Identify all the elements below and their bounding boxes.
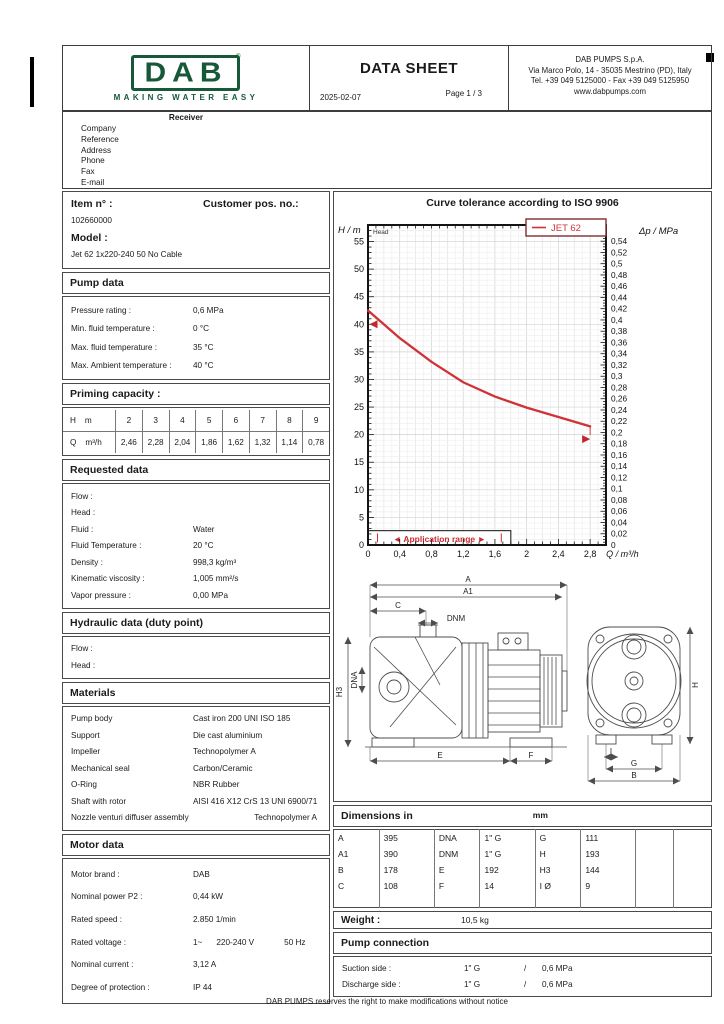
chart-title: Curve tolerance according to ISO 9906 — [426, 197, 619, 209]
svg-text:55: 55 — [353, 236, 364, 247]
dimension-value: 395 — [379, 830, 434, 847]
dab-logo-tagline: MAKING WATER EASY — [113, 92, 259, 102]
row-label: Fluid Temperature : — [71, 541, 142, 551]
svg-text:2,4: 2,4 — [552, 549, 565, 559]
right-axis-title: Δp / MPa — [639, 226, 679, 237]
data-row — [63, 931, 329, 954]
company-website: www.dabpumps.com — [574, 86, 646, 96]
dimension-value: 9 — [581, 878, 636, 894]
dimensions-section — [333, 805, 712, 908]
pump-connection-title: Pump connection — [333, 932, 712, 954]
right-axis-tick-label: 0,06 — [611, 506, 628, 517]
right-axis-tick-label: 0,04 — [611, 517, 628, 528]
dimension-value: 14 — [480, 878, 535, 894]
dimension-label: C — [395, 601, 401, 610]
right-axis-tick-label: 0,14 — [611, 461, 628, 472]
data-row — [63, 711, 329, 728]
dimensions-row — [334, 846, 712, 862]
svg-text:1,6: 1,6 — [488, 549, 502, 559]
row-label: Pressure rating : — [71, 305, 132, 315]
empty-cell — [674, 862, 712, 878]
empty-cell — [674, 830, 712, 847]
dimension-label: H3 — [335, 686, 344, 698]
priming-h-label: H m — [70, 416, 92, 425]
row-label: Head : — [71, 508, 96, 518]
dimension-label: A1 — [338, 849, 349, 859]
dimensions-unit: mm — [532, 810, 548, 820]
left-range-arrow-icon — [370, 320, 378, 328]
dimension-label: A1 — [463, 587, 473, 596]
priming-body — [62, 407, 330, 456]
pump-connection-body — [333, 956, 712, 997]
row-value: Technopolymer A — [193, 747, 256, 757]
dimension-label: DNM — [446, 614, 466, 623]
empty-cell — [674, 894, 712, 908]
right-axis-tick-label: 0,26 — [611, 393, 628, 404]
footer-note: DAB PUMPS reserves the right to make modifications without notice — [266, 997, 508, 1006]
dab-logo — [114, 55, 259, 102]
row-label: Degree of protection : — [71, 982, 150, 992]
row-value: 3,12 A — [193, 960, 217, 970]
svg-text:20: 20 — [353, 429, 364, 440]
right-axis-tick-label: 0,16 — [611, 449, 628, 460]
row-value: 35 °C — [193, 342, 214, 352]
data-row — [63, 587, 329, 604]
application-range-label: ◄ Application range ► — [392, 534, 486, 545]
dimension-value: 193 — [581, 846, 636, 862]
curve-and-drawing-box — [333, 191, 712, 802]
receiver-field-label: Reference — [81, 134, 119, 144]
row-label: Shaft with rotor — [71, 796, 127, 806]
connection-label: Suction side : — [342, 964, 392, 974]
left-crop-mark — [30, 57, 34, 107]
row-value: Water — [193, 524, 215, 534]
dimension-value: 144 — [581, 862, 636, 878]
row-label: Nozzle venturi diffuser assembly — [71, 813, 189, 823]
svg-text:10: 10 — [353, 484, 364, 495]
dimensions-row — [334, 878, 712, 894]
data-row — [63, 793, 329, 810]
data-row — [63, 886, 329, 909]
hydraulic-data-section — [62, 612, 330, 679]
legend-series-label: JET 62 — [551, 223, 581, 234]
row-value: Die cast aluminium — [193, 730, 263, 740]
dimension-label: G — [535, 830, 581, 847]
hydraulic-data-title: Hydraulic data (duty point) — [62, 612, 330, 634]
dimension-label: A — [465, 575, 471, 584]
legend — [526, 219, 606, 236]
right-axis-tick-label: 0,28 — [611, 382, 628, 393]
priming-h-value: 5 — [195, 410, 222, 431]
connection-separator: / — [524, 979, 527, 989]
data-row — [63, 338, 329, 357]
data-row — [63, 744, 329, 761]
connection-pressure: 0,6 MPa — [542, 979, 573, 989]
weight-row — [333, 911, 712, 929]
item-number-value: 102660000 — [71, 216, 112, 225]
empty-cell — [636, 894, 674, 908]
empty-cell — [636, 830, 674, 847]
data-row — [63, 571, 329, 588]
motor-data-title: Motor data — [62, 834, 330, 856]
svg-text:5: 5 — [358, 512, 364, 523]
dimensions-row — [334, 830, 712, 847]
dimension-label: B — [631, 771, 637, 780]
company-address: Via Marco Polo, 14 - 35035 Mestrino (PD), Italy — [528, 65, 692, 75]
right-axis-tick-label: 0,4 — [611, 314, 623, 325]
dimensions-empty-row — [334, 894, 712, 908]
dimension-value: 111 — [581, 830, 636, 847]
dab-logo-box — [131, 55, 240, 91]
row-label: Nominal current : — [71, 960, 134, 970]
svg-text:1,2: 1,2 — [456, 549, 470, 559]
priming-q-value: 2,46 — [115, 431, 142, 453]
svg-text:25: 25 — [353, 402, 364, 413]
data-row — [63, 810, 329, 827]
left-axis-title: H / m — [338, 225, 361, 236]
row-label: Max. fluid temperature : — [71, 342, 158, 352]
x-axis-title: Q / m³/h — [606, 549, 639, 559]
data-row — [63, 320, 329, 339]
connection-label: Discharge side : — [342, 979, 401, 989]
row-value: 1,005 mm²/s — [193, 574, 239, 584]
item-box — [62, 191, 330, 269]
item-number-label: Item n° : — [71, 198, 113, 210]
row-label: O-Ring — [71, 780, 97, 790]
data-row — [63, 301, 329, 320]
svg-text:35: 35 — [353, 346, 364, 357]
right-axis-tick-label: 0,08 — [611, 494, 628, 505]
row-label: Mechanical seal — [71, 763, 130, 773]
priming-h-value: 4 — [169, 410, 196, 431]
row-label: Support — [71, 730, 100, 740]
weight-value: 10,5 kg — [461, 915, 489, 925]
pump-connection-section — [333, 932, 712, 997]
receiver-field-label: Fax — [81, 167, 95, 177]
data-row — [63, 863, 329, 886]
materials-section — [62, 682, 330, 832]
company-info — [509, 46, 711, 110]
empty-cell — [480, 894, 535, 908]
priming-q-value: 1,86 — [195, 431, 222, 453]
row-value: NBR Rubber — [193, 780, 240, 790]
axis-tick-labels — [354, 237, 596, 559]
right-column — [333, 191, 712, 1007]
priming-q-value: 1,32 — [249, 431, 276, 453]
requested-data-title: Requested data — [62, 459, 330, 481]
dimension-value: 390 — [379, 846, 434, 862]
right-axis-tick-label: 0,18 — [611, 438, 628, 449]
row-value: AISI 416 X12 CrS 13 UNI 6900/71 — [193, 796, 318, 806]
right-axis-tick-label: 0,02 — [611, 528, 628, 539]
dimension-label: F — [528, 751, 534, 760]
pump-data-section — [62, 272, 330, 380]
priming-section — [62, 383, 330, 456]
empty-cell — [636, 878, 674, 894]
hydraulic-data-body — [62, 636, 330, 679]
empty-cell — [581, 894, 636, 908]
svg-text:30: 30 — [353, 374, 364, 385]
dimension-label: H3 — [535, 862, 581, 878]
empty-cell — [636, 846, 674, 862]
row-value: 0,00 MPa — [193, 590, 229, 600]
data-row — [63, 357, 329, 376]
right-axis-tick-label: 0,32 — [611, 359, 628, 370]
row-label: Max. Ambient temperature : — [71, 361, 172, 371]
row-value: 0,6 MPa — [193, 305, 224, 315]
svg-text:0,8: 0,8 — [425, 549, 438, 559]
priming-q-value: 2,04 — [169, 431, 196, 453]
motor-data-section — [62, 834, 330, 1004]
right-axis-tick-label: 0,22 — [611, 416, 628, 427]
svg-text:40: 40 — [353, 319, 364, 330]
dimension-label: F — [434, 878, 480, 894]
svg-text:15: 15 — [353, 457, 364, 468]
pump-dimension-drawing — [334, 571, 710, 801]
priming-title: Priming capacity : — [62, 383, 330, 405]
dimension-label: I — [609, 747, 613, 756]
right-axis-tick-label: 0,34 — [611, 348, 628, 359]
svg-text:0: 0 — [358, 540, 364, 550]
model-value: Jet 62 1x220-240 50 No Cable — [71, 250, 183, 259]
dimension-value: 108 — [379, 878, 434, 894]
svg-text:0,4: 0,4 — [393, 549, 406, 559]
title-cell — [310, 46, 509, 110]
row-label: Head : — [71, 660, 96, 670]
row-value: 40 °C — [193, 361, 214, 371]
dimension-value: 178 — [379, 862, 434, 878]
row-label: Kinematic viscosity : — [71, 574, 145, 584]
row-value: 998,3 kg/m³ — [193, 557, 237, 567]
empty-cell — [636, 862, 674, 878]
pump-data-body — [62, 296, 330, 380]
priming-h-value: 8 — [276, 410, 303, 431]
right-axis-tick-label: 0,44 — [611, 292, 628, 303]
connection-row — [334, 977, 711, 993]
dimension-value: 192 — [480, 862, 535, 878]
header — [62, 45, 712, 111]
row-label: Rated voltage : — [71, 937, 127, 947]
company-name: DAB PUMPS S.p.A. — [575, 55, 645, 64]
dimension-label: A — [338, 833, 344, 843]
row-value: IP 44 — [193, 982, 212, 992]
dimension-value: 1" G — [480, 846, 535, 862]
row-label: Rated speed : — [71, 914, 122, 924]
dimensions-title: Dimensions in — [341, 810, 413, 822]
right-axis-tick-label: 0,24 — [611, 404, 628, 415]
empty-cell — [379, 894, 434, 908]
dimension-label: H — [691, 682, 700, 688]
dimensions-table — [333, 829, 712, 908]
row-label: Min. fluid temperature : — [71, 324, 155, 334]
row-value: DAB — [193, 869, 210, 879]
empty-cell — [434, 894, 480, 908]
priming-q-value: 0,78 — [302, 431, 329, 453]
data-row — [63, 538, 329, 555]
svg-text:0: 0 — [365, 549, 371, 559]
row-label: Impeller — [71, 747, 101, 757]
priming-h-value: 2 — [115, 410, 142, 431]
side-view — [335, 575, 567, 765]
logo-cell — [63, 46, 310, 110]
priming-h-value: 9 — [302, 410, 329, 431]
receiver-box — [62, 111, 712, 189]
priming-q-value: 2,28 — [142, 431, 169, 453]
dimensions-row — [334, 862, 712, 878]
empty-cell — [334, 894, 380, 908]
connection-size: 1" G — [464, 979, 481, 989]
motor-data-body — [62, 858, 330, 1004]
connection-separator: / — [524, 964, 527, 974]
right-axis-tick-label: 0,36 — [611, 337, 628, 348]
row-value-3: 50 Hz — [284, 937, 306, 947]
dab-logo-text: DAB — [144, 56, 228, 88]
dimensions-header — [333, 805, 712, 827]
row-label: Fluid : — [71, 524, 94, 534]
priming-h-value: 7 — [249, 410, 276, 431]
materials-title: Materials — [62, 682, 330, 704]
row-label: Vapor pressure : — [71, 590, 131, 600]
row-value: 20 °C — [193, 541, 214, 551]
receiver-field-label: Address — [81, 145, 112, 155]
row-value: Technopolymer A — [254, 813, 317, 823]
right-axis-tick-label: 0,52 — [611, 247, 628, 258]
receiver-field-label: Phone — [81, 156, 105, 166]
row-label: Pump body — [71, 714, 113, 724]
row-label: Nominal power P2 : — [71, 892, 143, 902]
right-range-arrow-icon — [582, 435, 590, 443]
dimension-label: G — [630, 759, 638, 768]
receiver-title: Receiver — [168, 113, 204, 122]
pump-data-title: Pump data — [62, 272, 330, 294]
dimension-label: E — [437, 751, 443, 760]
front-view — [587, 627, 700, 785]
svg-text:50: 50 — [353, 264, 364, 275]
svg-text:45: 45 — [353, 291, 364, 302]
connection-pressure: 0,6 MPa — [542, 964, 573, 974]
dimension-label: I Ø — [535, 878, 581, 894]
row-value: 2.850 1/min — [193, 914, 236, 924]
priming-q-label: Q m³/h — [63, 431, 115, 453]
right-axis-tick-label: 0,1 — [611, 483, 623, 494]
data-row — [63, 777, 329, 794]
empty-cell — [674, 846, 712, 862]
document-title: DATA SHEET — [359, 60, 459, 77]
dimension-value: 1" G — [480, 830, 535, 847]
company-telfax: Tel. +39 049 5125000 - Fax +39 049 5125950 — [530, 76, 690, 85]
customer-pos-label: Customer pos. no.: — [203, 198, 299, 210]
dimension-label: DNA — [434, 830, 480, 847]
data-row — [63, 505, 329, 522]
connection-row — [334, 961, 711, 977]
empty-cell — [674, 878, 712, 894]
data-row — [63, 727, 329, 744]
row-label: Density : — [71, 557, 103, 567]
svg-text:2: 2 — [524, 549, 530, 559]
materials-body — [62, 706, 330, 832]
dimension-label: C — [338, 881, 345, 891]
dimension-label: DNM — [434, 846, 480, 862]
row-label: Motor brand : — [71, 869, 120, 879]
requested-data-section — [62, 459, 330, 609]
datasheet-page — [62, 45, 712, 1007]
data-row — [63, 521, 329, 538]
page-number: Page 1 / 3 — [445, 89, 482, 98]
receiver-field-label: E-mail — [81, 177, 105, 187]
right-axis-tick-label: 0,46 — [611, 281, 628, 292]
row-label: Flow : — [71, 491, 93, 501]
right-axis-tick-label: 0,48 — [611, 269, 628, 280]
row-value: 1~ — [193, 937, 203, 947]
row-value-2: 220-240 V — [216, 937, 255, 947]
right-axis-tick-label: 0 — [611, 539, 616, 550]
right-axis-tick-label: 0,5 — [611, 258, 623, 269]
row-value: Cast iron 200 UNI ISO 185 — [193, 714, 291, 724]
model-label: Model : — [71, 232, 108, 244]
receiver-fields — [81, 124, 119, 189]
row-value: 0 °C — [193, 324, 210, 334]
dimension-label: H — [535, 846, 581, 862]
data-row — [63, 488, 329, 505]
right-axis-tick-label: 0,3 — [611, 371, 623, 382]
right-axis-tick-label: 0,12 — [611, 472, 628, 483]
head-label: Head — [373, 229, 389, 236]
data-row — [63, 641, 329, 658]
dimension-label: B — [338, 865, 344, 875]
data-row — [63, 976, 329, 999]
priming-table — [63, 410, 329, 453]
empty-cell — [535, 894, 581, 908]
priming-q-value: 1,14 — [276, 431, 303, 453]
data-row — [63, 554, 329, 571]
data-row — [63, 908, 329, 931]
data-row — [63, 953, 329, 976]
chart-grid — [368, 225, 606, 545]
dimension-label: E — [434, 862, 480, 878]
row-value: 0,44 kW — [193, 892, 224, 902]
right-axis-tick-label: 0,42 — [611, 303, 628, 314]
priming-q-value: 1,62 — [222, 431, 249, 453]
left-column — [62, 191, 330, 1007]
dimension-label: DNA — [350, 671, 359, 689]
right-axis-tick-label: 0,2 — [611, 427, 623, 438]
svg-text:2,8: 2,8 — [583, 549, 597, 559]
document-date: 2025-02-07 — [320, 93, 361, 102]
registered-mark-icon: ® — [236, 53, 241, 60]
row-value: Carbon/Ceramic — [193, 763, 253, 773]
data-row — [63, 760, 329, 777]
requested-data-body — [62, 483, 330, 609]
priming-h-value: 3 — [142, 410, 169, 431]
right-axis-tick-label: 0,54 — [611, 235, 628, 246]
connection-size: 1" G — [464, 964, 481, 974]
priming-h-value: 6 — [222, 410, 249, 431]
row-label: Flow : — [71, 644, 93, 654]
receiver-field-label: Company — [81, 124, 117, 133]
right-axis-tick-label: 0,38 — [611, 326, 628, 337]
data-row — [63, 657, 329, 674]
weight-label: Weight : — [341, 914, 381, 926]
performance-curve-chart — [334, 209, 710, 571]
